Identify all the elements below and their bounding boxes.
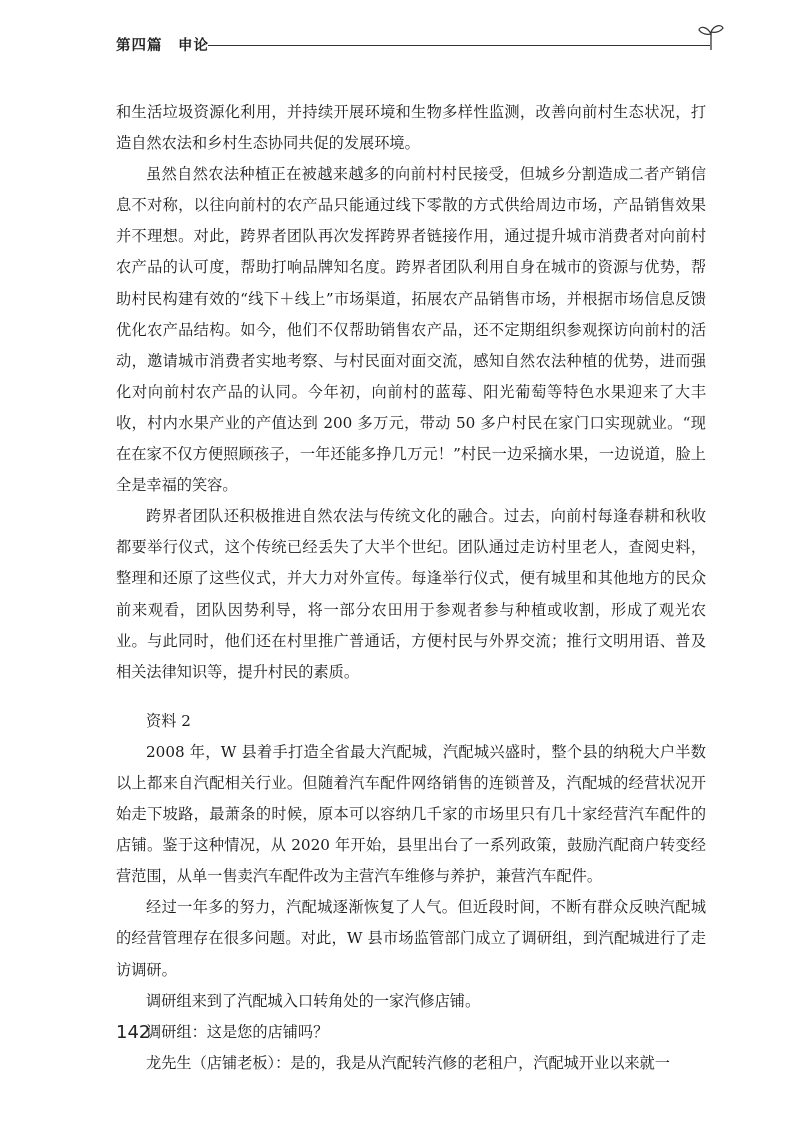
paragraph: 虽然自然农法种植正在被越来越多的向前村村民接受，但城乡分割造成二者产销信息不对称，以往向前村的农产品只能通过线下零散的方式供给周边市场，产品销售效果并不理想。对此，跨界者团队再次发挥跨界者链接作用，通过提升城市消费者对向前村农产品的认可度，帮助打响品牌知名度。跨界者团队利用自身在城市的资源与优势，帮助村民构建有效的“线下＋线上”市场渠道，拓展农产品销售市场，并根据市场信息反馈优化农产品结构。如今，他们不仅帮助销售农产品，还不定期组织参观探访向前村的活动，邀请城市消费者实地考察、与村民面对面交流，感知自然农法种植的优势，进而强化对向前村农产品的认同。今年初，向前村的蓝莓、阳光葡萄等特色水果迎来了大丰收，村内水果产业的产值达到 200 多万元，带动 50 多户村民在家门口实现就业。“现在在家不仅方便照顾孩子，一年还能多挣几万元！”村民一边采摘水果，一边说道，脸上全是幸福的笑容。 xyxy=(116,165,706,495)
sprout-icon xyxy=(696,22,726,52)
paragraph: 跨界者团队还积极推进自然农法与传统文化的融合。过去，向前村每逢春耕和秋收都要举行仪式，这个传统已经丢失了大半个世纪。团队通过走访村里老人，查阅史料，整理和还原了这些仪式，并大力对外宣传。每逢举行仪式，便有城里和其他地方的民众前来观看，团队因势利导，将一部分农田用于参观者参与种植或收割，形成了观光农业。与此同时，他们还在村里推广普通话，方便村民与外界交流；推行文明用语、普及相关法律知识等，提升村民的素质。 xyxy=(116,507,706,681)
header-rule xyxy=(208,45,710,46)
dialogue-line: 龙先生（店铺老板）：是的，我是从汽配转汽修的老租户，汽配城开业以来就一 xyxy=(146,1053,670,1072)
section-label: 资料 2 xyxy=(146,711,191,730)
page-body xyxy=(116,97,706,1079)
paragraph: 调研组来到了汽配城入口转角处的一家汽修店铺。 xyxy=(146,991,481,1010)
page-number: 142 xyxy=(116,1022,151,1043)
page-header xyxy=(116,34,710,58)
paragraph: 经过一年多的努力，汽配城逐渐恢复了人气。但近段时间，不断有群众反映汽配城的经营管理存在很多问题。对此，W 县市场监管部门成立了调研组，到汽配城进行了走访调研。 xyxy=(116,898,706,979)
paragraph: 2008 年，W 县着手打造全省最大汽配城，汽配城兴盛时，整个县的纳税大户半数以上都来自汽配相关行业。但随着汽车配件网络销售的连锁普及，汽配城的经营状况开始走下坡路，最萧条的时候，原本可以容纳几千家的市场里只有几十家经营汽车配件的店铺。鉴于这种情况，从 2020 年开始，县里出台了一系列政策，鼓励汽配商户转变经营范围，从单一售卖汽车配件改为主营汽车维修与养护，兼营汽车配件。 xyxy=(116,742,706,886)
dialogue-line: 调研组：这是您的店铺吗？ xyxy=(146,1022,329,1041)
header-title: 第四篇 申论 xyxy=(116,38,209,54)
paragraph-continuation: 和生活垃圾资源化利用，并持续开展环境和生物多样性监测，改善向前村生态状况，打造自然农法和乡村生态协同共促的发展环境。 xyxy=(116,103,706,153)
